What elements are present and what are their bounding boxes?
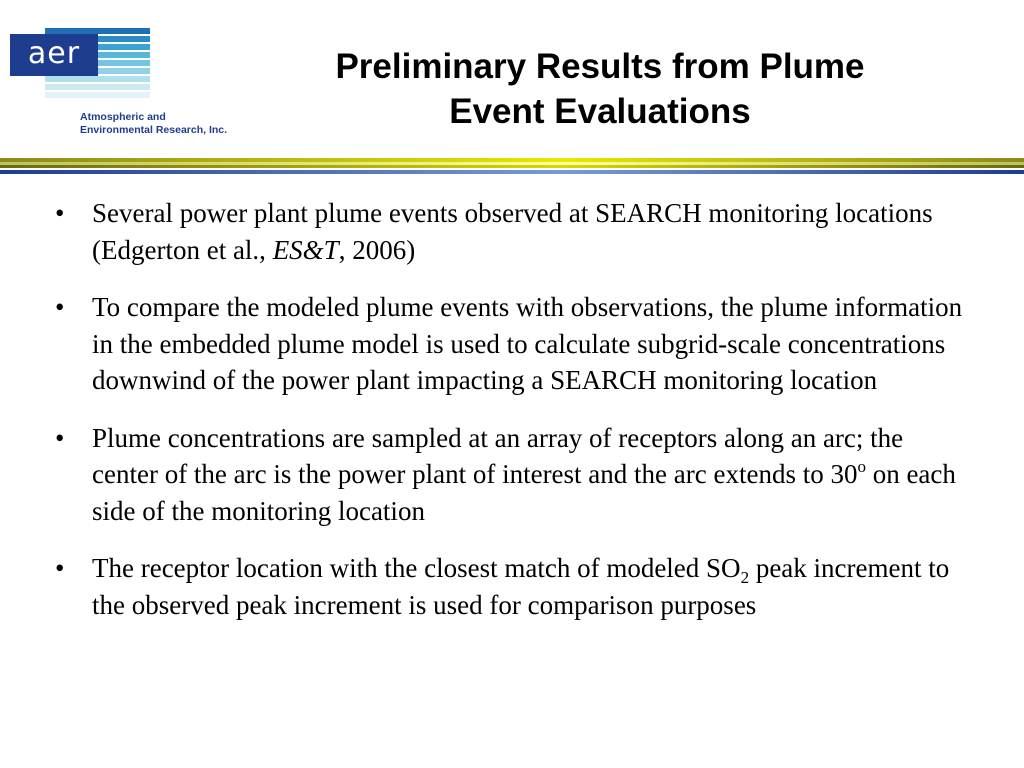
bullet-item bbox=[55, 289, 975, 399]
logo-line-1: Atmospheric and bbox=[80, 111, 166, 123]
bullet-text: To compare the modeled plume events with observations, the plume information in the embedded plume model is used to calculate subgrid-scale concentrations downwind of the power plant impacting a SEARCH monitoring location bbox=[92, 292, 963, 395]
bullet-text-end: , 2006) bbox=[338, 234, 416, 265]
bullet-dot: • bbox=[55, 422, 65, 453]
title-line-1: Preliminary Results from Plume bbox=[335, 47, 865, 86]
bullet-text: Several power plant plume events observed at SEARCH monitoring locations (Edgerton et al., bbox=[92, 198, 933, 265]
bullet-text: The receptor location with the closest match of modeled SO bbox=[92, 553, 741, 583]
bullet-item bbox=[55, 420, 975, 530]
bullet-dot: • bbox=[55, 553, 65, 583]
bullet-dot: • bbox=[55, 292, 65, 322]
bullet-dot: • bbox=[55, 198, 65, 228]
bullet-item bbox=[55, 550, 975, 623]
bullet-text-end: on each side of the monitoring location bbox=[92, 459, 956, 526]
bullet-text: Plume concentrations are sampled at an array of receptors along an arc; the center of the arc is the power plant of interest and the arc extends to 30 bbox=[92, 422, 904, 489]
bullet-item bbox=[55, 195, 975, 268]
slide-title bbox=[230, 44, 970, 134]
logo-company-name bbox=[80, 111, 227, 137]
journal-name: ES&T bbox=[272, 234, 339, 265]
degree-superscript: o bbox=[857, 457, 866, 476]
bullet-list bbox=[55, 195, 975, 644]
logo-mark: aer bbox=[10, 34, 98, 76]
title-line-2: Event Evaluations bbox=[449, 92, 751, 131]
aer-logo bbox=[10, 28, 240, 143]
so2-subscript: 2 bbox=[740, 568, 750, 587]
bullet-text-end: peak increment to the observed peak increment is used for comparison purposes bbox=[92, 553, 950, 620]
title-divider bbox=[0, 158, 1024, 174]
logo-line-2: Environmental Research, Inc. bbox=[80, 124, 228, 136]
